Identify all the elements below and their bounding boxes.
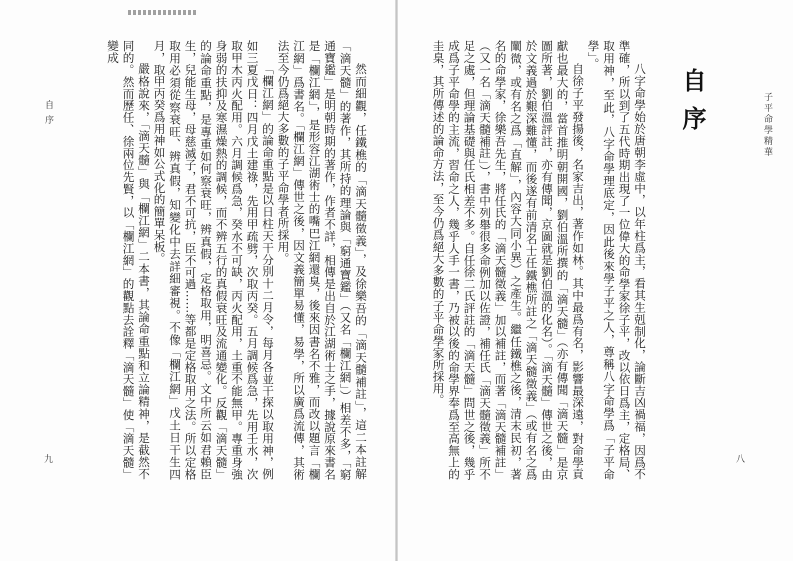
- left-paragraph-1: 然而細觀，任鐵樵的「滴天髓徵義」，及徐樂吾的「滴天髓補註」，這二本註解「滴天髓」的著作，其所持的理論與「窮通寶鑑」（又名「欄江網」）相差不多，「窮通寶鑑」是明朝時期的著作，作者不詳，相傳是出自於江湖術士之手，據說原來書名是「欄江網」，是形容江湖術士的嘴巴江網還臭，後來因書名不雅，而改以題言「欄江網」爲書名。「欄江網」傳世之後，因文義簡單易懂，易學，所以廣爲流傳，其術法至今仍爲絕大多數的子平命學者所採用。: [276, 40, 368, 480]
- left-paragraph-2: 「欄江網」的論命重點是以日柱天干分別十二月令，每月各並干探以取用神，例如三夏戊日：四月戊土建祿，先用甲疏劈，次取丙癸。五月調候爲急，先用壬水，次取甲木丙火配用。六月調候爲急，癸水不可缺，丙火配用，土重不能無甲。專重身強身弱的扶抑及寒濕燥熱的調候，而不辨五行的真假衰旺及流通變化。反觀「滴天髓」的論命重點，是專重如何察衰旺，辨真假，定格取用，明喜忌。文中所云如君賴臣生，兒能生母，母慈滅子，君不可抗，臣不可過……等都是定格取用之法。所以定格取用必須從察衰旺、辨真假，知變化中去詳細審視。不像「欄江網」戊土日干生四月，取甲丙癸爲用神如公式化的簡單呆板。: [152, 40, 275, 480]
- section-header: 自序: [43, 100, 53, 130]
- page-number-left: 九: [44, 455, 54, 465]
- right-page: [397, 0, 793, 561]
- right-paragraph-2: 自徐子平發揚後，名家吉出，著作如林。其中最爲有名，影響最深遠，對命學貢獻也最大的，當首推明朝開國，劉伯溫所撰的「滴天髓」（亦有傳聞「滴天髓」是京圖所著，劉伯溫評註，亦有傳聞，京圖就是劉伯溫的化名）。「滴天髓」傳世之後，由於文義過於艱深難懂，而後遂有前清名士任鐵樵所註之「滴天髓徵義」（或有名之爲闡微，或有名之爲「直解」，內容大同小異）之產生。繼任鐵樵之後，清末民初，著名的命學家，徐樂吾先生，將任氏的「滴天髓徵義」加以補註，而著「滴天髓補註」（又一名「滴天髓補註」），書中列舉很多命例加以佐證，補任氏「滴天髓徵義」所不足之處，但理論基礎與任氏相差不多。自任徐二氏評註的「滴天髓」問世之後，幾乎成爲子平命學的主流，習命之人，幾乎人手一書，乃被以後的命學界奉爲至高無上的圭臬，其所傳述的論命方法，至今仍爲絕大多數的子平命學家所採用。: [431, 40, 585, 480]
- page-number-right: 八: [736, 455, 746, 465]
- left-page-body: [76, 40, 368, 480]
- right-paragraph-1: 八字命學始於唐朝李虛中，以年柱爲主，看其生剋制化，論斷吉凶禍福，因爲不準確，所以到了五代時期出現了一位偉大的命學家徐子平，改以依日爲主，定格局、取用神，至此，八字命學理底定，因此後來學子平之人，尊稱八字命學爲「子平命學」。: [586, 40, 647, 480]
- left-paragraph-3: 嚴格說來，「滴天髓」與「欄江網」二本書，其論命重點和立論精神，是截然不同的。然而歷任、徐兩位先賢，以「欄江網」的觀點去詮釋「滴天髓」使「滴天髓」變成: [106, 40, 151, 480]
- left-page: [0, 0, 396, 561]
- page-title: 自序: [678, 68, 706, 144]
- right-page-body: [417, 40, 647, 480]
- running-header: 子平命學精華: [762, 92, 772, 158]
